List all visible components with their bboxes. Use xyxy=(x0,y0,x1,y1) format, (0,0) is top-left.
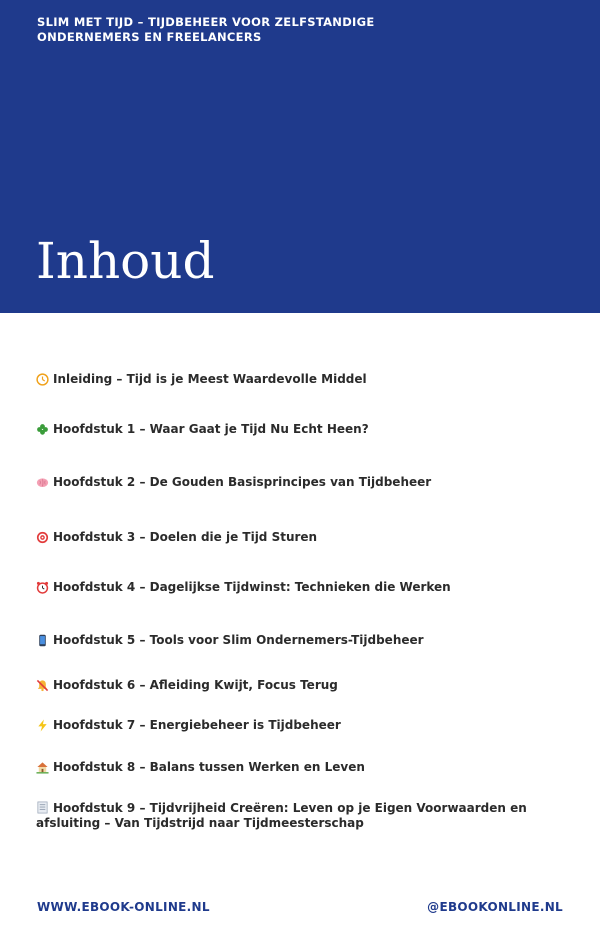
lightning-icon xyxy=(36,719,49,732)
toc-item-label: Hoofdstuk 6 – Afleiding Kwijt, Focus Terug xyxy=(53,678,338,692)
toc-item-label: Hoofdstuk 3 – Doelen die je Tijd Sturen xyxy=(53,530,318,544)
toc-item-hoofdstuk-9 xyxy=(36,801,566,831)
toc-item-label: Inleiding – Tijd is je Meest Waardevolle Middel xyxy=(53,372,367,386)
toc-item-hoofdstuk-7 xyxy=(36,718,566,733)
toc-item-hoofdstuk-1 xyxy=(36,422,566,437)
alarm-clock-icon xyxy=(36,581,49,594)
clock-icon xyxy=(36,373,49,386)
website-link[interactable]: WWW.EBOOK-ONLINE.NL xyxy=(37,900,210,914)
toc-item-hoofdstuk-3 xyxy=(36,530,566,545)
toc-item-label: Hoofdstuk 8 – Balans tussen Werken en Leven xyxy=(53,760,365,774)
target-icon xyxy=(36,531,49,544)
book-title: SLIM MET TIJD – TIJDBEHEER VOOR ZELFSTANDIGE ONDERNEMERS EN FREELANCERS xyxy=(37,15,375,44)
house-garden-icon xyxy=(36,761,49,774)
toc-item-hoofdstuk-5 xyxy=(36,633,566,648)
header-banner xyxy=(0,0,600,313)
clover-icon xyxy=(36,423,49,436)
toc-item-label: Hoofdstuk 7 – Energiebeheer is Tijdbeheer xyxy=(53,718,341,732)
toc-item-label: Hoofdstuk 1 – Waar Gaat je Tijd Nu Echt Heen? xyxy=(53,422,369,436)
page-title: Inhoud xyxy=(36,232,215,290)
toc-item-label: Hoofdstuk 2 – De Gouden Basisprincipes van Tijdbeheer xyxy=(53,475,432,489)
document-icon xyxy=(36,801,49,814)
brain-icon xyxy=(36,476,49,489)
social-handle[interactable]: @EBOOKONLINE.NL xyxy=(427,900,563,914)
toc-item-label-wrapper xyxy=(36,801,566,831)
toc-item-hoofdstuk-2 xyxy=(36,475,566,490)
toc-item-hoofdstuk-8 xyxy=(36,760,566,775)
toc-item-label: Hoofdstuk 5 – Tools voor Slim Ondernemers-Tijdbeheer xyxy=(53,633,424,647)
toc-item-inleiding xyxy=(36,372,566,387)
toc-item-label: Hoofdstuk 9 – Tijdvrijheid Creëren: Leven op je Eigen Voorwaarden en afsluiting – Van Tijdstrijd naar Tijdmeesterschap xyxy=(36,801,527,830)
toc-item-hoofdstuk-4 xyxy=(36,580,566,595)
no-bell-icon xyxy=(36,679,49,692)
phone-icon xyxy=(36,634,49,647)
toc-item-hoofdstuk-6 xyxy=(36,678,566,693)
toc-item-label: Hoofdstuk 4 – Dagelijkse Tijdwinst: Technieken die Werken xyxy=(53,580,451,594)
